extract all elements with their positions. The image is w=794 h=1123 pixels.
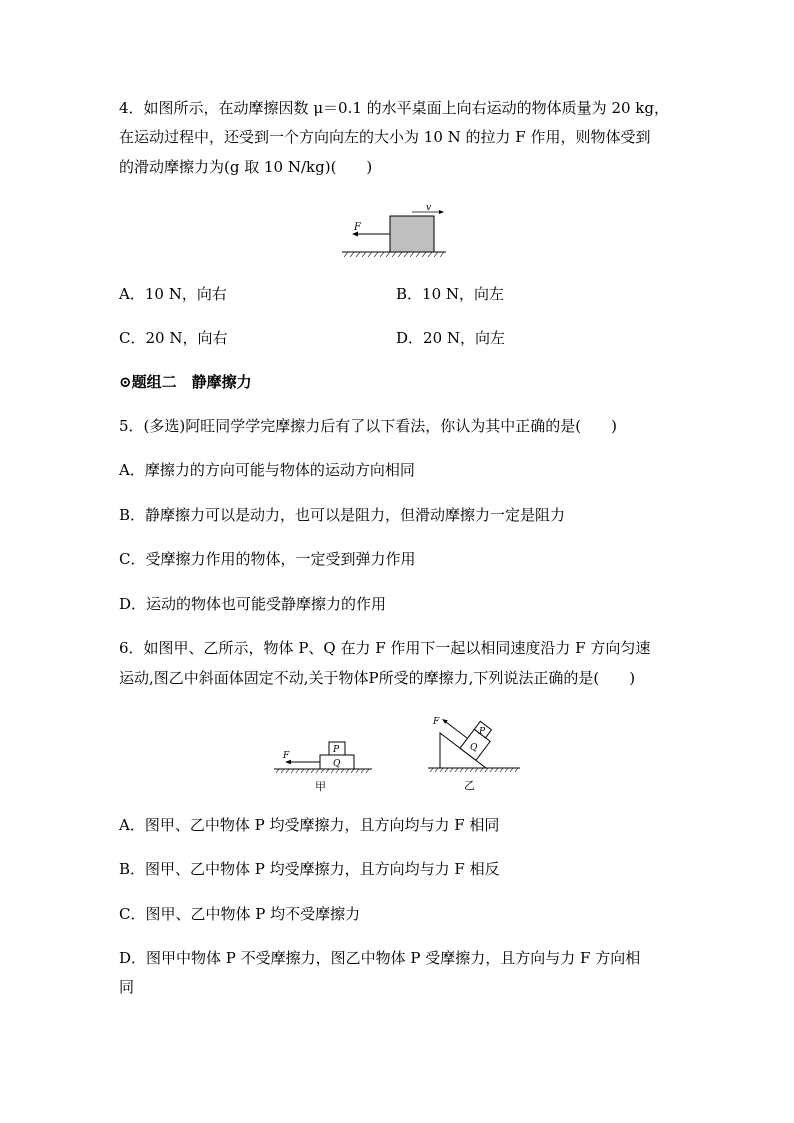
caption-jia: 甲 xyxy=(315,780,326,793)
q6-figure-jia xyxy=(270,736,376,794)
q6-option-d-line-2: 同 xyxy=(119,978,135,996)
q6-option-a: A．图甲、乙中物体 P 均受摩擦力，且方向均与力 F 相同 xyxy=(119,816,500,834)
q4-line-1: 4．如图所示，在动摩擦因数 μ＝0.1 的水平桌面上向右运动的物体质量为 20 kg， xyxy=(119,99,670,117)
q5-option-a: A．摩擦力的方向可能与物体的运动方向相同 xyxy=(119,461,415,479)
q4-option-c: C．20 N，向右 xyxy=(119,329,228,347)
q5-stem: 5．(多选)阿旺同学学完摩擦力后有了以下看法，你认为其中正确的是( ) xyxy=(119,417,617,435)
q4-option-a: A．10 N，向右 xyxy=(119,285,227,303)
q4-figure xyxy=(338,202,450,258)
q4-option-d: D．20 N，向左 xyxy=(396,329,506,347)
q5-option-c: C．受摩擦力作用的物体，一定受到弹力作用 xyxy=(119,550,416,568)
ground-hatching xyxy=(342,252,446,257)
q6-option-d-line-1: D．图甲中物体 P 不受摩擦力，图乙中物体 P 受摩擦力，且方向与力 F 方向相 xyxy=(119,949,641,967)
q4-line-3: 的滑动摩擦力为(g 取 10 N/kg)( ) xyxy=(119,158,373,176)
caption-yi: 乙 xyxy=(464,779,475,792)
label-p: P xyxy=(479,727,486,737)
q6-figure-yi xyxy=(424,713,524,795)
q6-line-1: 6．如图甲、乙所示，物体 P、Q 在力 F 作用下一起以相同速度沿力 F 方向匀速 xyxy=(119,639,651,657)
label-p: P xyxy=(333,745,340,755)
q5-option-d: D．运动的物体也可能受静摩擦力的作用 xyxy=(119,595,387,613)
force-label: F xyxy=(283,751,290,761)
force-label: F xyxy=(354,222,361,233)
velocity-label: v xyxy=(426,203,432,213)
q6-option-c: C．图甲、乙中物体 P 均不受摩擦力 xyxy=(119,905,361,923)
section-title: ⊙题组二 静摩擦力 xyxy=(119,373,252,391)
q4-line-2: 在运动过程中，还受到一个方向向左的大小为 10 N 的拉力 F 作用，则物体受到 xyxy=(119,128,651,146)
label-q: Q xyxy=(333,759,341,769)
q4-option-b: B．10 N，向左 xyxy=(396,285,505,303)
force-label: F xyxy=(433,717,440,727)
q6-line-2: 运动,图乙中斜面体固定不动,关于物体P所受的摩擦力,下列说法正确的是( ) xyxy=(119,669,636,687)
q6-option-b: B．图甲、乙中物体 P 均受摩擦力，且方向均与力 F 相反 xyxy=(119,860,500,878)
q5-option-b: B．静摩擦力可以是动力，也可以是阻力，但滑动摩擦力一定是阻力 xyxy=(119,506,566,524)
label-q: Q xyxy=(470,743,478,753)
block xyxy=(390,216,434,252)
